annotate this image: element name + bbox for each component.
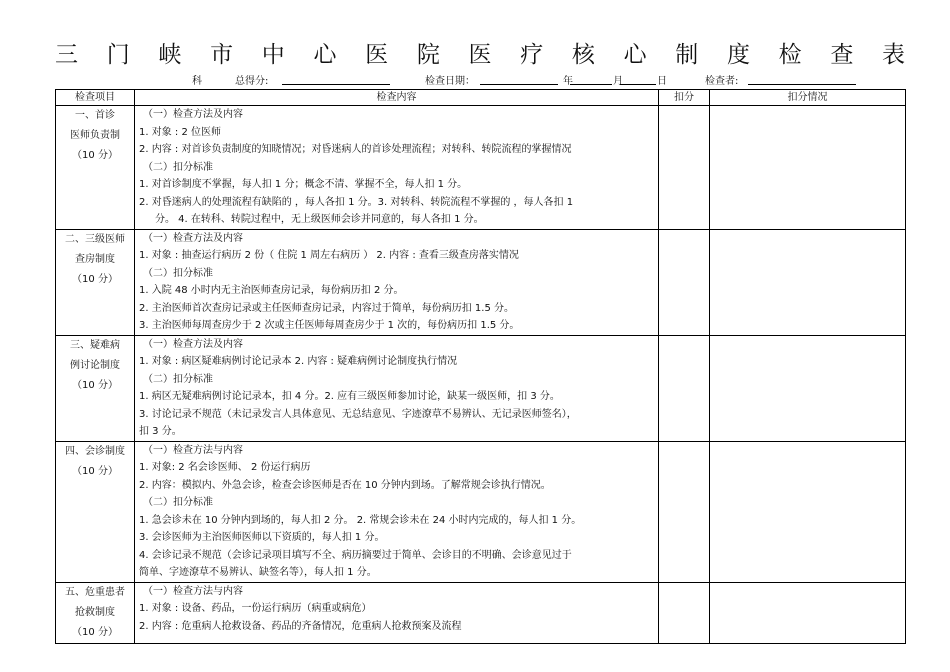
inspection-content-cell [135, 441, 659, 582]
title-char: 疗 [520, 42, 544, 68]
content-line: 1. 对象 : 设备、药品，一份运行病历（病重或病危） [139, 603, 372, 614]
title-char: 中 [261, 42, 285, 68]
content-line: 1. 对象: 2 名会诊医师、 2 份运行病历 [139, 462, 311, 473]
header-deduct: 扣分 [659, 90, 710, 106]
content-line: 3. 讨论记录不规范（未记录发言人具体意见、无总结意见、字迹潦草不易辨认、无记录医师签名）， [139, 408, 577, 420]
inspection-item-cell [56, 582, 135, 643]
inspection-item-label: 查房制度 [75, 253, 115, 265]
title-char: 医 [468, 42, 492, 68]
title-char: 门 [106, 42, 130, 68]
deduct-detail-cell[interactable] [710, 335, 906, 441]
content-line: 1. 病区无疑难病例讨论记录本，扣 4 分。2. 应有三级医师参加讨论，缺某一级医师，扣 3 分。 [139, 391, 560, 402]
date-month-fill-line[interactable] [570, 84, 612, 85]
inspection-item-label: 二、三级医师 [65, 233, 125, 245]
inspection-item-label: （10 分） [72, 379, 118, 391]
content-line: （二）扣分标准 [143, 267, 213, 279]
inspection-item-cell [56, 106, 135, 230]
title-char: 核 [571, 42, 595, 68]
title-char: 查 [830, 42, 854, 68]
content-line: （二）扣分标准 [143, 497, 213, 508]
content-line: 3. 主治医师每周查房少于 2 次或主任医师每周查房少于 1 次的，每份病历扣 1.5 分。 [139, 320, 520, 331]
deduct-detail-cell[interactable] [710, 441, 906, 582]
content-line: 简单、字迹潦草不易辨认、缺签名等），每人扣 1 分。 [139, 567, 377, 578]
content-line: 4. 会诊记录不规范（会诊记录项目填写不全、病历摘要过于简单、会诊目的不明确、会诊意见过于 [139, 549, 572, 561]
content-line: （二）扣分标准 [143, 161, 213, 173]
content-line: 1. 对象 : 抽查运行病历 2 份（ 住院 1 周左右病历 ） 2. 内容 : 查看三级查房落实情况 [139, 250, 519, 261]
deduct-score-cell[interactable] [659, 441, 710, 582]
table-header-row [56, 90, 906, 106]
inspection-item-label: 抢救制度 [75, 606, 115, 618]
title-char: 心 [313, 42, 337, 68]
inspection-item-label: 五、危重患者 [65, 586, 125, 598]
document-title [55, 36, 905, 72]
header-info-row [55, 72, 905, 88]
title-char: 三 [55, 42, 78, 68]
inspection-item-label: （10 分） [72, 150, 118, 161]
deduct-score-cell[interactable] [659, 582, 710, 643]
content-line: 分。 4. 在转科、转院过程中，无上级医师会诊并同意的，每人各扣 1 分。 [155, 214, 484, 225]
table-row [56, 441, 906, 582]
content-line: 2. 主治医师首次查房记录或主任医师查房记录，内容过于简单，每份病历扣 1.5 分。 [139, 302, 514, 314]
title-char: 检 [778, 42, 802, 68]
inspection-item-cell [56, 441, 135, 582]
inspection-item-cell [56, 335, 135, 441]
content-line: （一）检查方法与内容 [143, 585, 243, 597]
inspection-content-cell [135, 335, 659, 441]
title-char: 市 [210, 42, 234, 68]
title-char: 院 [416, 42, 440, 68]
content-line: 1. 对象 : 病区疑难病例讨论记录本 2. 内容 : 疑难病例讨论制度执行情况 [139, 356, 458, 367]
table-row [56, 335, 906, 441]
inspection-content-cell [135, 106, 659, 230]
deduct-score-cell[interactable] [659, 229, 710, 335]
title-char: 心 [623, 42, 647, 68]
content-line: 2. 内容：模拟内、外急会诊，检查会诊医师是否在 10 分钟内到场。了解常规会诊执行情况。 [139, 479, 551, 491]
content-line: 3. 会诊医师为主治医师医师以下资质的，每人扣 1 分。 [139, 532, 385, 543]
deduct-score-cell[interactable] [659, 335, 710, 441]
header-deduct-detail: 扣分情况 [710, 90, 906, 106]
deduct-detail-cell[interactable] [710, 229, 906, 335]
day-label: 日 [657, 76, 667, 87]
checker-label: 检查者: [705, 76, 739, 87]
content-line: 扣 3 分。 [139, 426, 182, 437]
date-day-fill-line[interactable] [620, 84, 656, 85]
content-line: （一）检查方法及内容 [143, 338, 243, 350]
content-line: （一）检查方法与内容 [143, 444, 243, 456]
deduct-score-cell[interactable] [659, 106, 710, 230]
header-content: 检查内容 [135, 90, 659, 106]
table-row [56, 229, 906, 335]
inspection-item-label: 三、疑难病 [70, 339, 120, 351]
content-line: 1. 对首诊制度不掌握，每人扣 1 分；概念不清、掌握不全，每人扣 1 分。 [139, 179, 468, 190]
content-line: 1. 急会诊未在 10 分钟内到场的，每人扣 2 分。 2. 常规会诊未在 24 小时内完成的，每人扣 1 分。 [139, 514, 582, 526]
table-row [56, 106, 906, 230]
title-char: 峡 [158, 42, 182, 68]
score-fill-line[interactable] [282, 84, 390, 85]
inspection-content-cell [135, 582, 659, 643]
title-char: 度 [726, 42, 750, 68]
header-item: 检查项目 [56, 90, 135, 106]
content-line: 2. 内容 : 危重病人抢救设备、药品的齐备情况，危重病人抢救预案及流程 [139, 620, 462, 632]
deduct-detail-cell[interactable] [710, 106, 906, 230]
inspection-item-label: （10 分） [72, 273, 118, 285]
inspection-item-label: 四、会诊制度 [65, 445, 125, 457]
checker-fill-line[interactable] [748, 84, 856, 85]
title-char: 表 [882, 42, 905, 68]
inspection-item-label: 例讨论制度 [70, 359, 120, 371]
deduct-detail-cell[interactable] [710, 582, 906, 643]
inspection-content-cell [135, 229, 659, 335]
year-label: 年 [563, 76, 573, 87]
check-date-label: 检查日期： [425, 76, 475, 87]
month-label: 月 [613, 76, 623, 87]
title-char: 制 [675, 42, 699, 68]
content-line: 1. 对象 : 2 位医师 [139, 126, 221, 138]
table-row [56, 582, 906, 643]
content-line: 2. 内容 : 对首诊负责制度的知晓情况；对昏迷病人的首诊处理流程；对转科、转院流程的掌握情况 [139, 144, 572, 155]
inspection-table [55, 89, 906, 644]
inspection-item-cell [56, 229, 135, 335]
title-char: 医 [365, 42, 389, 68]
dept-label: 科 [192, 76, 202, 87]
content-line: （二）扣分标准 [143, 373, 213, 385]
content-line: 2. 对昏迷病人的处理流程有缺陷的 ，每人各扣 1 分。3. 对转科、转院流程不掌握的 ，每人各扣 1 [139, 196, 574, 208]
total-score-label: 总得分: [235, 76, 269, 87]
inspection-item-label: 一、首诊 [75, 110, 115, 121]
inspection-item-label: （10 分） [72, 626, 118, 638]
content-line: （一）检查方法及内容 [143, 109, 243, 120]
date-year-fill-line[interactable] [480, 84, 558, 85]
inspection-item-label: （10 分） [72, 465, 118, 477]
content-line: （一）检查方法及内容 [143, 232, 243, 244]
inspection-item-label: 医师负责制 [70, 130, 120, 141]
content-line: 1. 入院 48 小时内无主治医师查房记录，每份病历扣 2 分。 [139, 285, 404, 296]
